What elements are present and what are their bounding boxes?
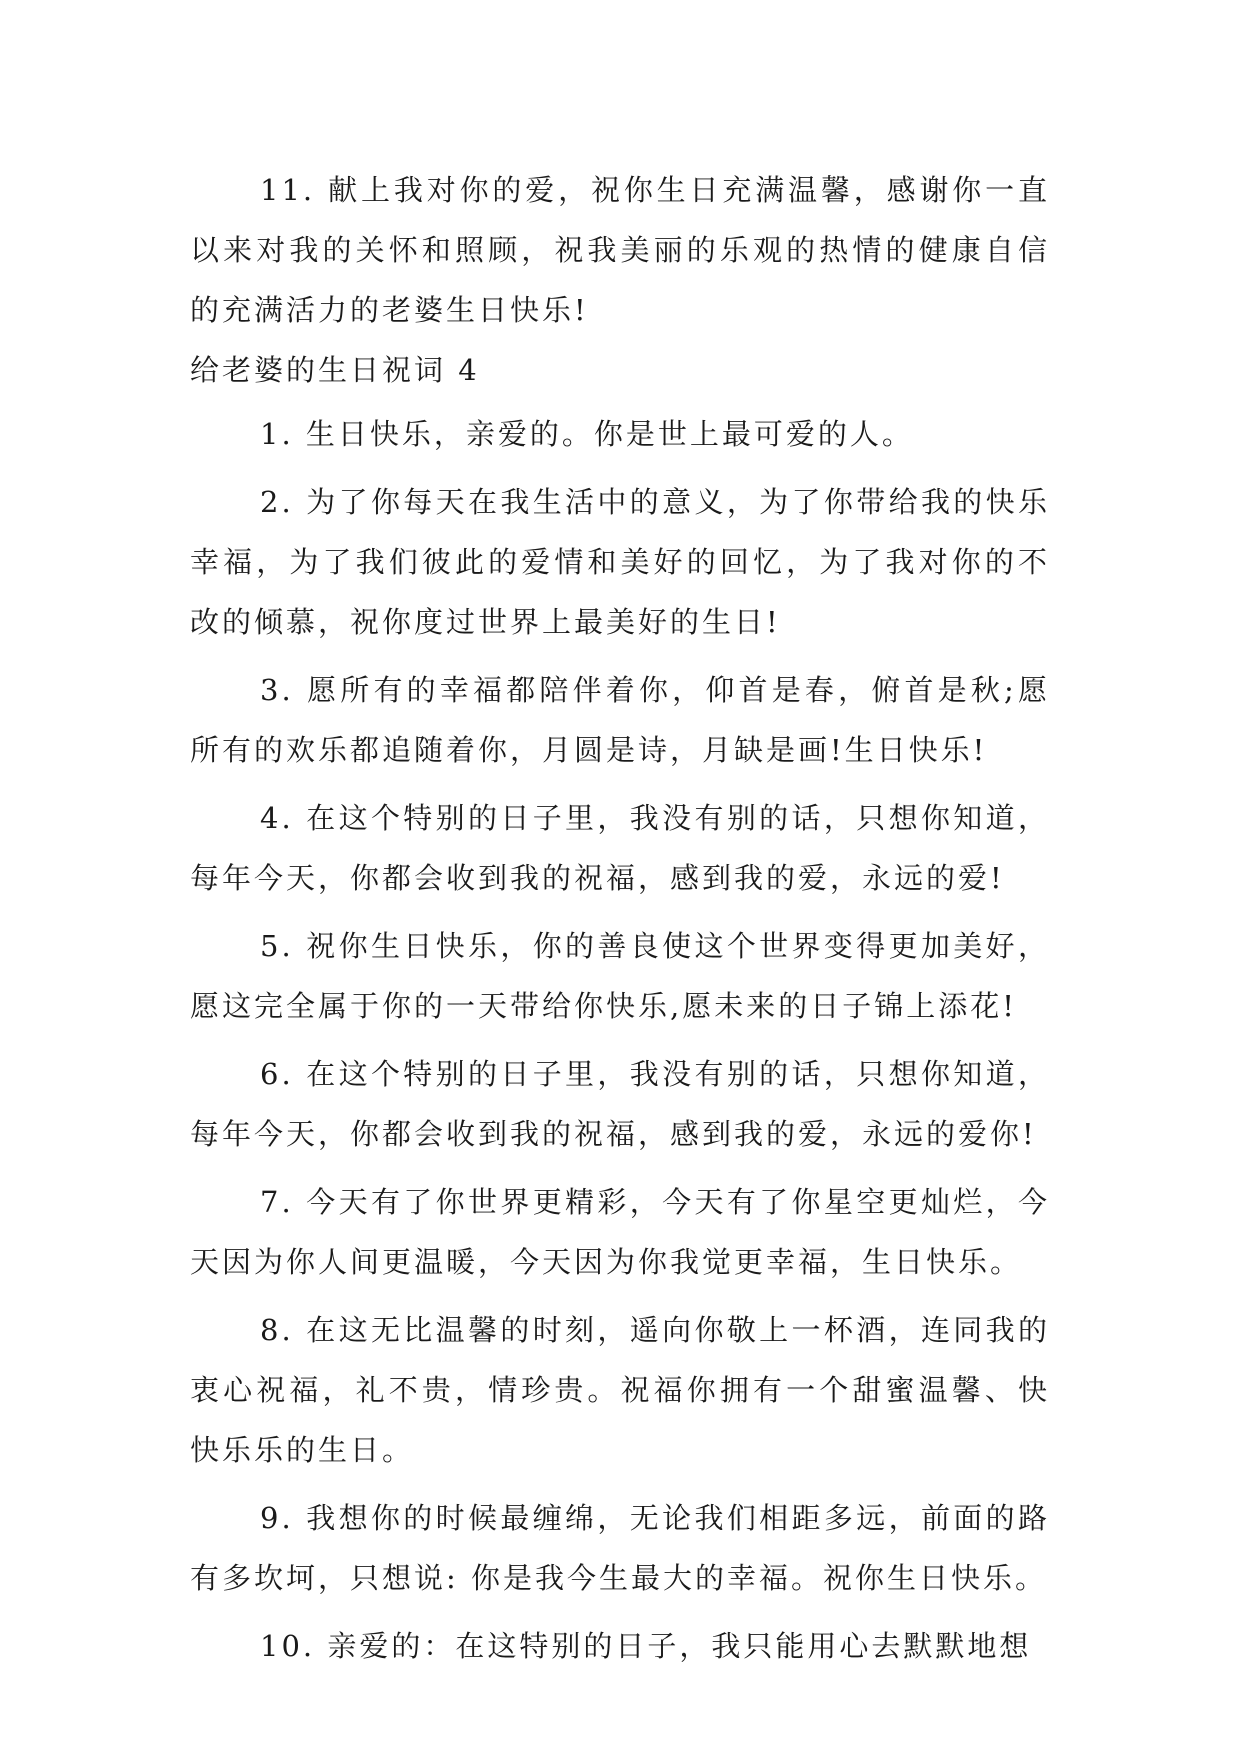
wish-item-10: 10. 亲爱的：在这特别的日子，我只能用心去默默地想 (260, 1629, 1032, 1663)
wish-item-3: 3. 愿所有的幸福都陪伴着你，仰首是春，俯首是秋;愿所有的欢乐都追随着你，月圆是诗，月缺是画!生日快乐! (190, 673, 1050, 767)
wish-item-1: 1. 生日快乐，亲爱的。你是世上最可爱的人。 (260, 417, 914, 451)
wish-item-4: 4. 在这个特别的日子里，我没有别的话，只想你知道，每年今天，你都会收到我的祝福，感到我的爱，永远的爱! (190, 801, 1050, 895)
wish-item-6: 6. 在这个特别的日子里，我没有别的话，只想你知道，每年今天，你都会收到我的祝福，感到我的爱，永远的爱你! (190, 1057, 1050, 1151)
document-body (190, 160, 1050, 1684)
wish-item-7: 7. 今天有了你世界更精彩，今天有了你星空更灿烂，今天因为你人间更温暖，今天因为你我觉更幸福，生日快乐。 (190, 1185, 1050, 1279)
wish-item-5: 5. 祝你生日快乐，你的善良使这个世界变得更加美好，愿这完全属于你的一天带给你快乐,愿未来的日子锦上添花! (190, 929, 1050, 1023)
wish-item-8: 8. 在这无比温馨的时刻，遥向你敬上一杯酒，连同我的衷心祝福，礼不贵，情珍贵。祝福你拥有一个甜蜜温馨、快快乐乐的生日。 (190, 1313, 1050, 1467)
wish-item-11: 11. 献上我对你的爱，祝你生日充满温馨，感谢你一直以来对我的关怀和照顾，祝我美丽的乐观的热情的健康自信的充满活力的老婆生日快乐! (190, 173, 1050, 327)
wish-item-9: 9. 我想你的时候最缠绵，无论我们相距多远，前面的路有多坎坷，只想说: 你是我今生最大的幸福。祝你生日快乐。 (190, 1501, 1050, 1595)
wish-item-2: 2. 为了你每天在我生活中的意义，为了你带给我的快乐幸福，为了我们彼此的爱情和美好的回忆，为了我对你的不改的倾慕，祝你度过世界上最美好的生日! (190, 485, 1050, 639)
section-title: 给老婆的生日祝词 4 (190, 353, 480, 387)
